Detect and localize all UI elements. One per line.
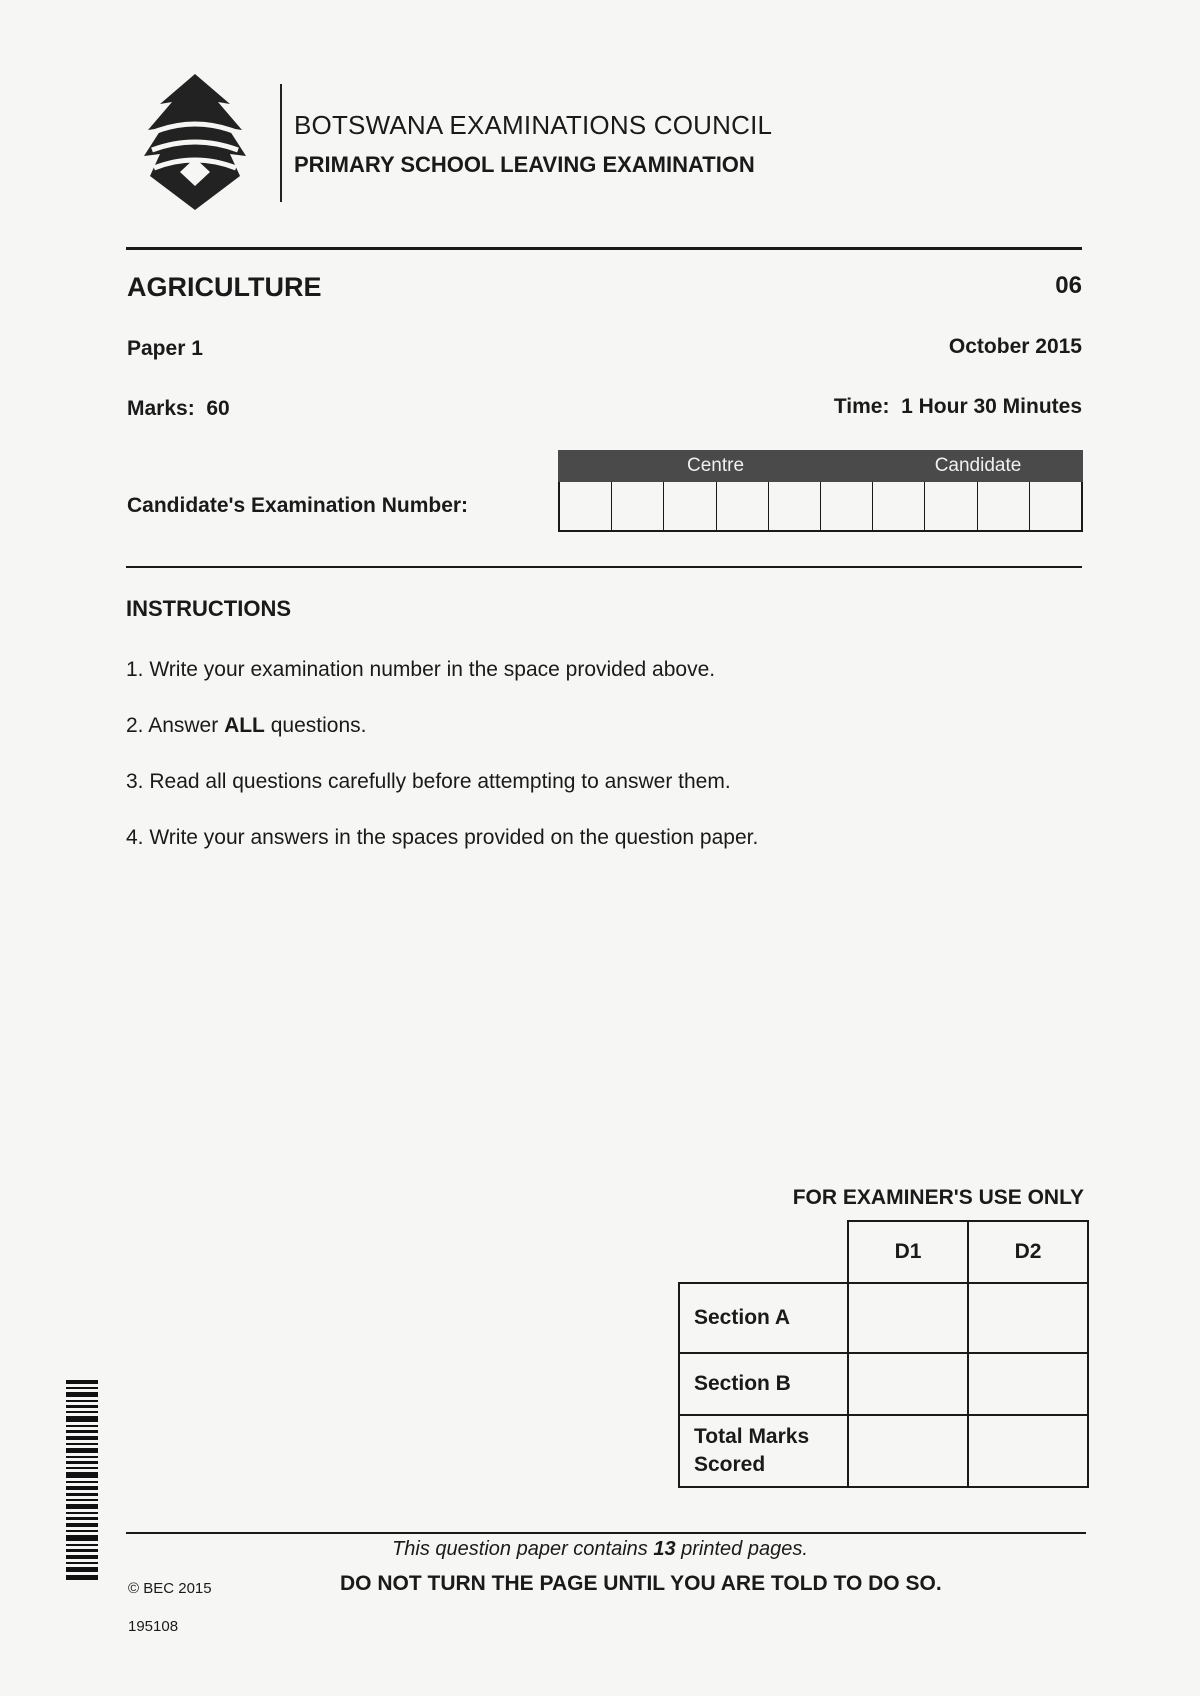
candidate-digit-box[interactable] <box>873 482 925 530</box>
centre-digit-box[interactable] <box>717 482 769 530</box>
instruction-item <box>126 714 366 738</box>
subject-title: AGRICULTURE <box>127 272 322 302</box>
centre-digit-box[interactable] <box>821 482 873 530</box>
candidate-header: Candidate <box>934 455 1022 476</box>
row-label-total: Total Marks Scored <box>679 1415 848 1487</box>
top-rule <box>126 247 1082 250</box>
exam-name: PRIMARY SCHOOL LEAVING EXAMINATION <box>294 152 755 177</box>
candidate-digit-box[interactable] <box>978 482 1030 530</box>
bec-logo-icon <box>140 72 250 212</box>
marks-value: 60 <box>206 397 230 420</box>
middle-rule <box>126 566 1082 568</box>
time-value: 1 Hour 30 Minutes <box>901 395 1082 418</box>
time-label: Time: <box>833 395 890 418</box>
header-divider <box>280 84 282 202</box>
pages-note-text: printed pages. <box>675 1538 808 1560</box>
marks-info <box>127 397 230 421</box>
subject-code: 06 <box>1055 272 1082 299</box>
do-not-turn-warning: DO NOT TURN THE PAGE UNTIL YOU ARE TOLD TO DO SO. <box>340 1572 942 1595</box>
candidate-digit-box[interactable] <box>925 482 977 530</box>
sheet-code: 195108 <box>128 1618 179 1635</box>
paper-number: Paper 1 <box>127 337 203 360</box>
mark-cell[interactable] <box>848 1283 968 1353</box>
centre-header: Centre <box>686 455 745 476</box>
centre-digit-box[interactable] <box>769 482 821 530</box>
number-boxes <box>558 482 1083 532</box>
row-label-section-a: Section A <box>679 1283 848 1353</box>
candidate-number-label: Candidate's Examination Number: <box>127 494 469 517</box>
footer-rule <box>126 1532 1086 1534</box>
mark-cell[interactable] <box>968 1353 1088 1415</box>
marks-label: Marks: <box>127 397 195 420</box>
row-label-section-b: Section B <box>679 1353 848 1415</box>
mark-cell[interactable] <box>968 1415 1088 1487</box>
instruction-text: 2. Answer <box>126 714 225 737</box>
examiner-use-title: FOR EXAMINER'S USE ONLY <box>792 1186 1084 1209</box>
column-header-d1: D1 <box>848 1221 968 1283</box>
page-count-note <box>0 1538 1200 1561</box>
number-grid-header <box>558 450 1083 482</box>
instructions-title: INSTRUCTIONS <box>126 596 291 621</box>
candidate-number-grid <box>558 450 1083 532</box>
pages-note-text: This question paper contains <box>392 1538 654 1560</box>
mark-cell[interactable] <box>848 1353 968 1415</box>
instruction-item: 4. Write your answers in the spaces provided on the question paper. <box>126 826 759 849</box>
centre-digit-box[interactable] <box>664 482 716 530</box>
examiner-marks-table <box>678 1220 1089 1488</box>
instruction-text: questions. <box>264 714 367 737</box>
instruction-item: 3. Read all questions carefully before attempting to answer them. <box>126 770 731 793</box>
instruction-item: 1. Write your examination number in the space provided above. <box>126 658 716 681</box>
centre-digit-box[interactable] <box>612 482 664 530</box>
exam-date: October 2015 <box>948 335 1082 358</box>
mark-cell[interactable] <box>848 1415 968 1487</box>
page-count: 13 <box>653 1538 676 1560</box>
instruction-emphasis: ALL <box>224 714 265 737</box>
candidate-digit-box[interactable] <box>1030 482 1081 530</box>
centre-digit-box[interactable] <box>560 482 612 530</box>
time-info <box>834 395 1082 419</box>
council-name: BOTSWANA EXAMINATIONS COUNCIL <box>294 110 773 140</box>
mark-cell[interactable] <box>968 1283 1088 1353</box>
table-corner <box>679 1221 848 1283</box>
column-header-d2: D2 <box>968 1221 1088 1283</box>
copyright-notice: © BEC 2015 <box>128 1580 212 1597</box>
